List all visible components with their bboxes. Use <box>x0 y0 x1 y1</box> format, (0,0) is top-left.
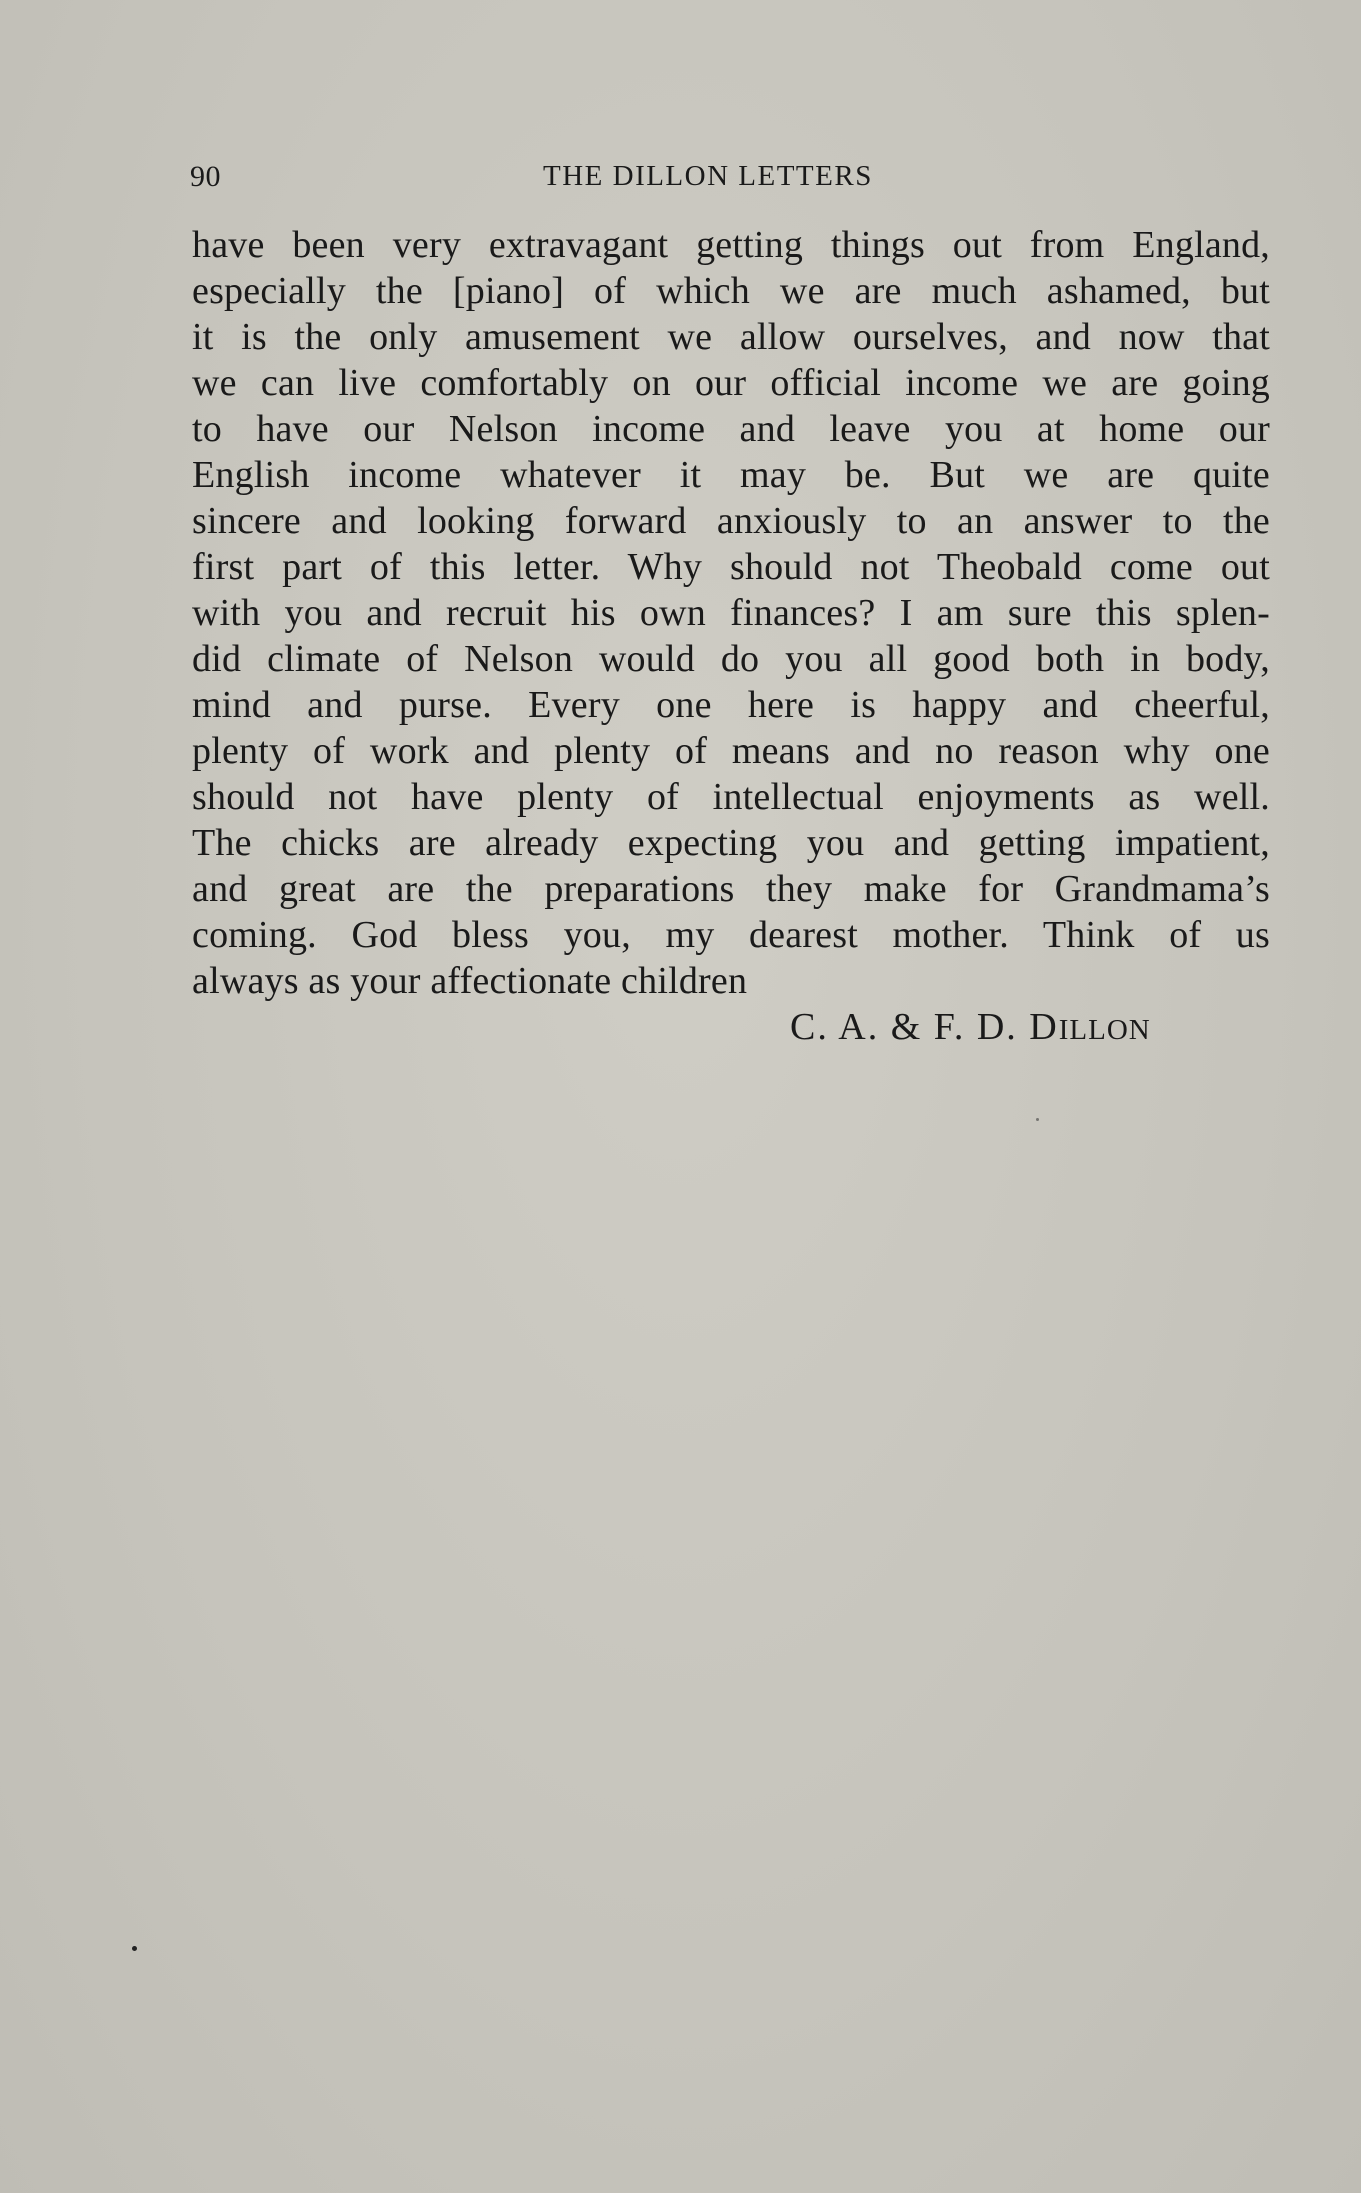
text-line: we can live comfortably on our official income we are going <box>192 362 1270 404</box>
text-line: to have our Nelson income and leave you at home our <box>192 408 1270 450</box>
text-line: plenty of work and plenty of means and no reason why one <box>192 730 1270 772</box>
running-title: THE DILLON LETTERS <box>543 160 873 192</box>
text-line: and great are the preparations they make for Grandmama’s <box>192 868 1270 910</box>
text-line: English income whatever it may be. But we are quite <box>192 454 1270 496</box>
signature: C. A. & F. D. DILLON <box>790 1006 1151 1048</box>
page-number: 90 <box>190 160 221 193</box>
text-line: have been very extravagant getting things out from England, <box>192 224 1270 266</box>
text-line: should not have plenty of intellectual enjoyments as well. <box>192 776 1270 818</box>
paper-speck <box>1036 1118 1039 1121</box>
paper-speck <box>132 1946 137 1951</box>
text-line: with you and recruit his own finances? I am sure this splen- <box>192 592 1270 634</box>
text-line: sincere and looking forward anxiously to an answer to the <box>192 500 1270 542</box>
letter-body <box>192 222 1270 1004</box>
text-line: did climate of Nelson would do you all good both in body, <box>192 638 1270 680</box>
text-line: mind and purse. Every one here is happy and cheerful, <box>192 684 1270 726</box>
text-line: coming. God bless you, my dearest mother. Think of us <box>192 914 1270 956</box>
text-line: it is the only amusement we allow ourselves, and now that <box>192 316 1270 358</box>
page-header <box>190 160 1270 200</box>
text-line: The chicks are already expecting you and getting impatient, <box>192 822 1270 864</box>
text-line: especially the [piano] of which we are much ashamed, but <box>192 270 1270 312</box>
text-line: first part of this letter. Why should not Theobald come out <box>192 546 1270 588</box>
text-line: always as your affectionate children <box>192 960 748 1002</box>
